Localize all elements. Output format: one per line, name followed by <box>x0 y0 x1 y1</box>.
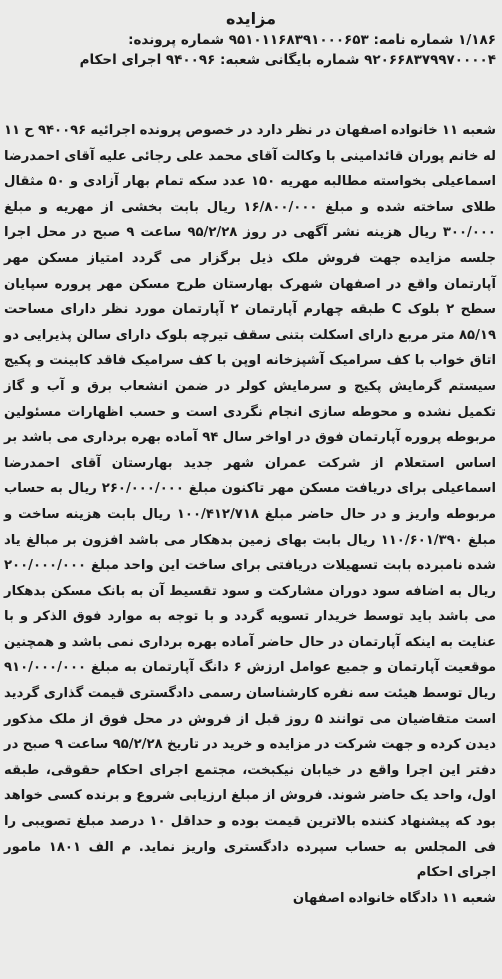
notice-header <box>6 4 496 70</box>
notice-paragraph: شعبه ۱۱ خانواده اصفهان در نظر دارد در خصوص پرونده اجرائیه ۹۴۰۰۹۶ ح ۱۱ له خانم پوران قائدامینی با وکالت آقای محمد علی رجائی علیه آقای احمدرضا اسماعیلی بخواسته مطالبه مهریه ۱۵۰ عدد سکه تمام بهار آزادی و ۵۰ مثقال طلای ساخته شده و مبلغ ۱۶/۸۰۰/۰۰۰ ریال بابت بخشی از مهریه و مبلغ ۳۰۰/۰۰۰ ریال هزینه نشر آگهی در روز ۹۵/۲/۲۸ ساعت ۹ صبح در محل اجرا جلسه مزایده جهت فروش ملک ذیل برگزار می گردد امتیاز مسکن مهر آپارتمان واقع در اصفهان شهرک بهارستان طرح مسکن مهر پروره سپایان سطح ۲ بلوک C طبقه چهارم آپارتمان ۲ آپارتمان مورد نظر دارای مساحت ۸۵/۱۹ متر مربع دارای اسکلت بتنی سقف تیرچه بلوک دارای سالن پذیرایی دو اتاق خواب با کف سرامیک آشپزخانه اوپن با کف سرامیک فاقد کابینت و پکیج سیستم گرمایش پکیج و سرمایش کولر در ضمن انشعاب برق و آب و گاز تکمیل نشده و محوطه سازی انجام نگردی است و حسب اظهارات مسئولین مربوطه پروره آپارتمان فوق در اواخر سال ۹۴ آماده بهره برداری می باشد بر اساس استعلام از شرکت عمران شهر جدید بهارستان آقای احمدرضا اسماعیلی برای دریافت مسکن مهر تاکنون مبلغ ۲۶۰/۰۰۰/۰۰۰ ریال به حساب مربوطه واریز و در حال حاضر مبلغ ۱۰۰/۴۱۲/۷۱۸ ریال بابت هزینه ساخت و مبلغ ۱۱۰/۶۰۱/۳۹۰ ریال بابت بهای زمین بدهکار می باشد افزون بر مبالغ یاد شده نامبرده بابت تسهیلات دریافتی برای ساخت این واحد مبلغ ۲۰۰/۰۰۰/۰۰۰ ریال به اضافه سود دوران مشارکت و سود تقسیط آن به بانک مسکن بدهکار می باشد باید توسط خریدار تسویه گردد و با توجه به موارد فوق الذکر و با عنایت به اینکه آپارتمان در حال حاضر آماده بهره برداری نمی باشد و همچنین موقعیت آپارتمان و جمیع عوامل ارزش ۶ دانگ آپارتمان به مبلغ ۹۱۰/۰۰۰/۰۰۰ ریال توسط هیئت سه نفره کارشناسان رسمی دادگستری قیمت گذاری گردید است متقاضیان می توانند ۵ روز قبل از فروش در محل فوق از ملک مذکور دیدن کرده و جهت شرکت در مزایده و خرید در تاریخ ۹۵/۲/۲۸ ساعت ۹ صبح در دفتر این اجرا واقع در خیابان نیکبخت، مجتمع اجرای احکام حقوقی، طبقه اول، واحد یک حاضر شوند. فروش از مبلغ ارزیابی شروع و برنده کسی خواهد بود که پیشنهاد کننده بالاترین قیمت بوده و حداقل ۱۰ درصد مبلغ تصویبی را فی المجلس به حساب سپرده دادگستری واریز نماید. م الف ۱۸۰۱ مامور اجرای احکام <box>4 123 496 881</box>
archive-number-line: ۹۲۰۶۶۸۳۷۹۹۷۰۰۰۰۴ شماره بایگانی شعبه: ۹۴۰۰۹۶ اجرای احکام <box>79 52 496 68</box>
notice-title: مزایده <box>225 9 277 28</box>
letter-and-case-number: ۱/۱۸۶ شماره نامه: ۹۵۱۰۱۱۶۸۳۹۱۰۰۰۶۵۳ شماره پرونده: <box>128 32 496 48</box>
notice-signature: شعبه ۱۱ دادگاه خانواده اصفهان <box>292 890 496 906</box>
notice-body <box>4 118 496 911</box>
